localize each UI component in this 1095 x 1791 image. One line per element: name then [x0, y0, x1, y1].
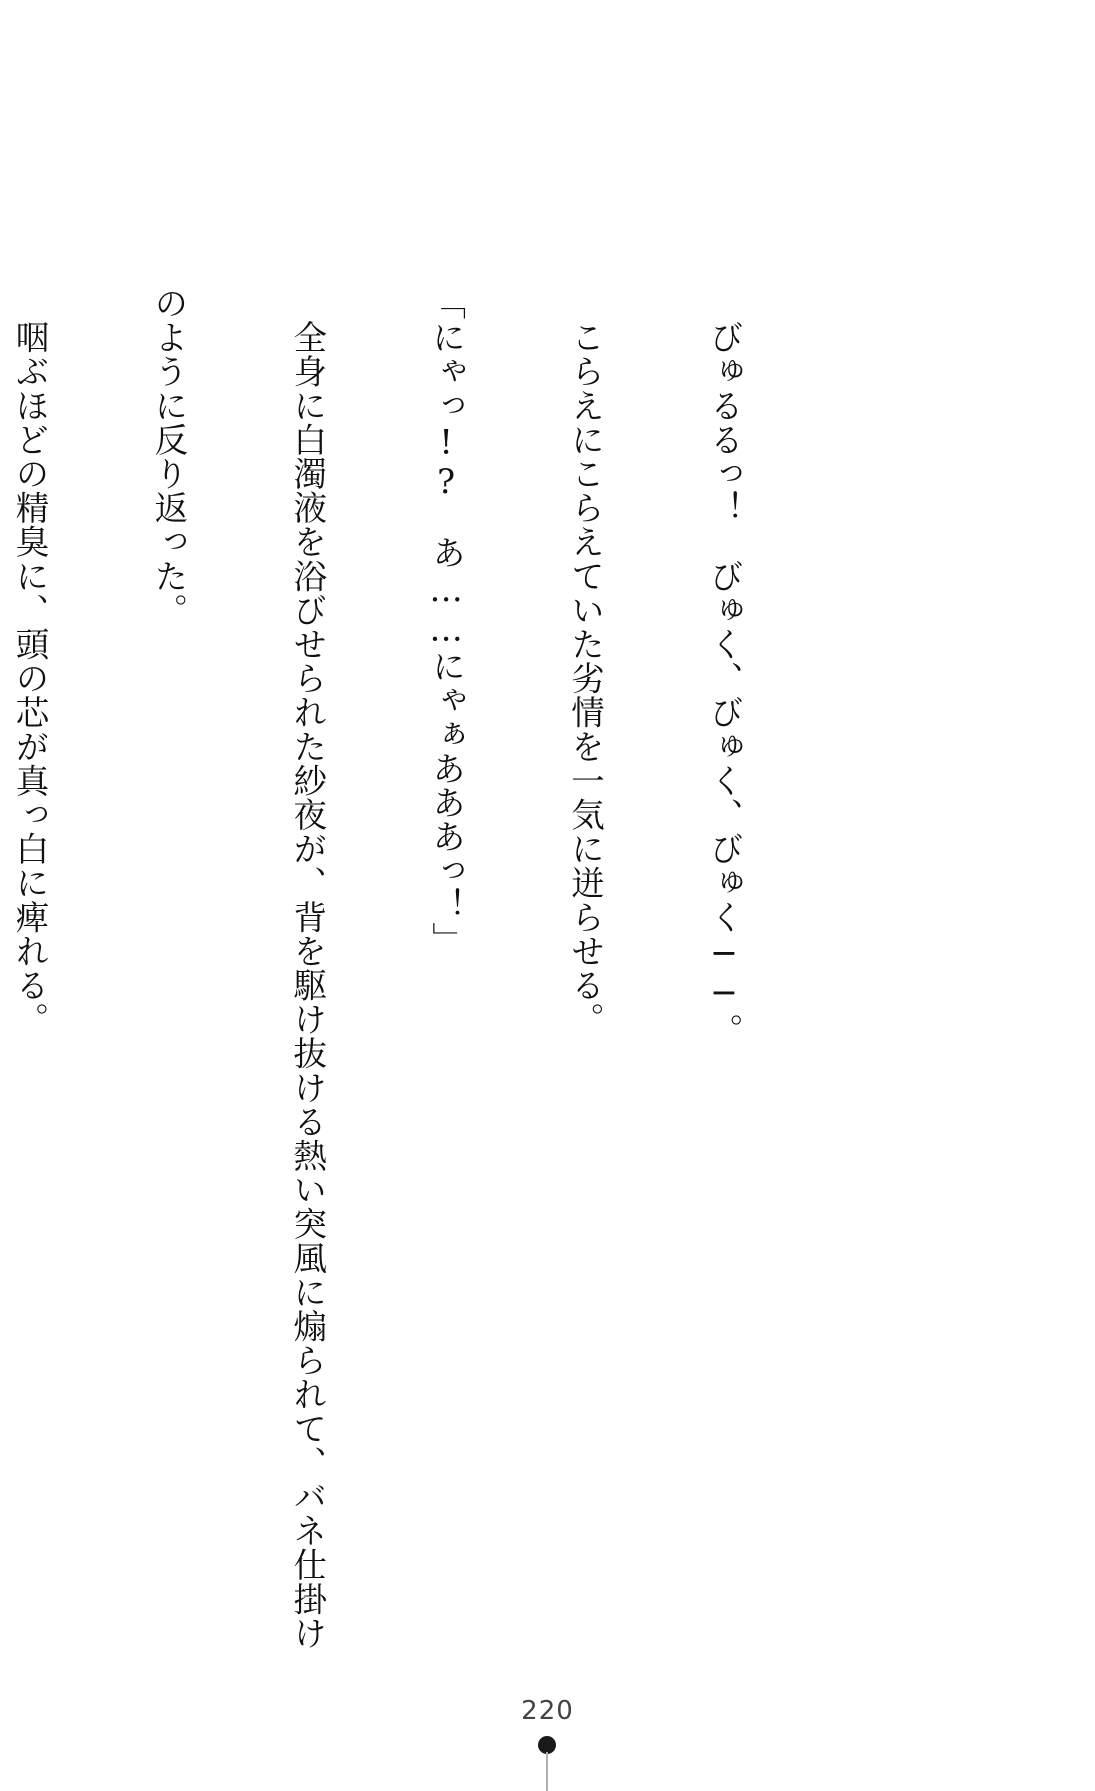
- vertical-novel-text: [9, 286, 839, 1650]
- text-line: 「にゃっ!? あ……にゃぁあああっ！」: [426, 286, 466, 956]
- text-line: 全身に白濁液を浴びせられた紗夜が、背を駆け抜ける熱い突風に煽られて、バネ仕掛け: [287, 286, 327, 1650]
- page-number: 220: [521, 1696, 574, 1726]
- text-line: こらえにこらえていた劣情を一気に迸らせる。: [565, 286, 605, 1037]
- page-marker-line: [546, 1752, 548, 1791]
- text-line: のように反り返った。: [148, 286, 188, 627]
- text-line: 咽ぶほどの精臭に、頭の芯が真っ白に痺れる。: [9, 286, 49, 1037]
- text-line: びゅるるっ！ びゅく、びゅく、びゅく──。: [704, 286, 744, 1048]
